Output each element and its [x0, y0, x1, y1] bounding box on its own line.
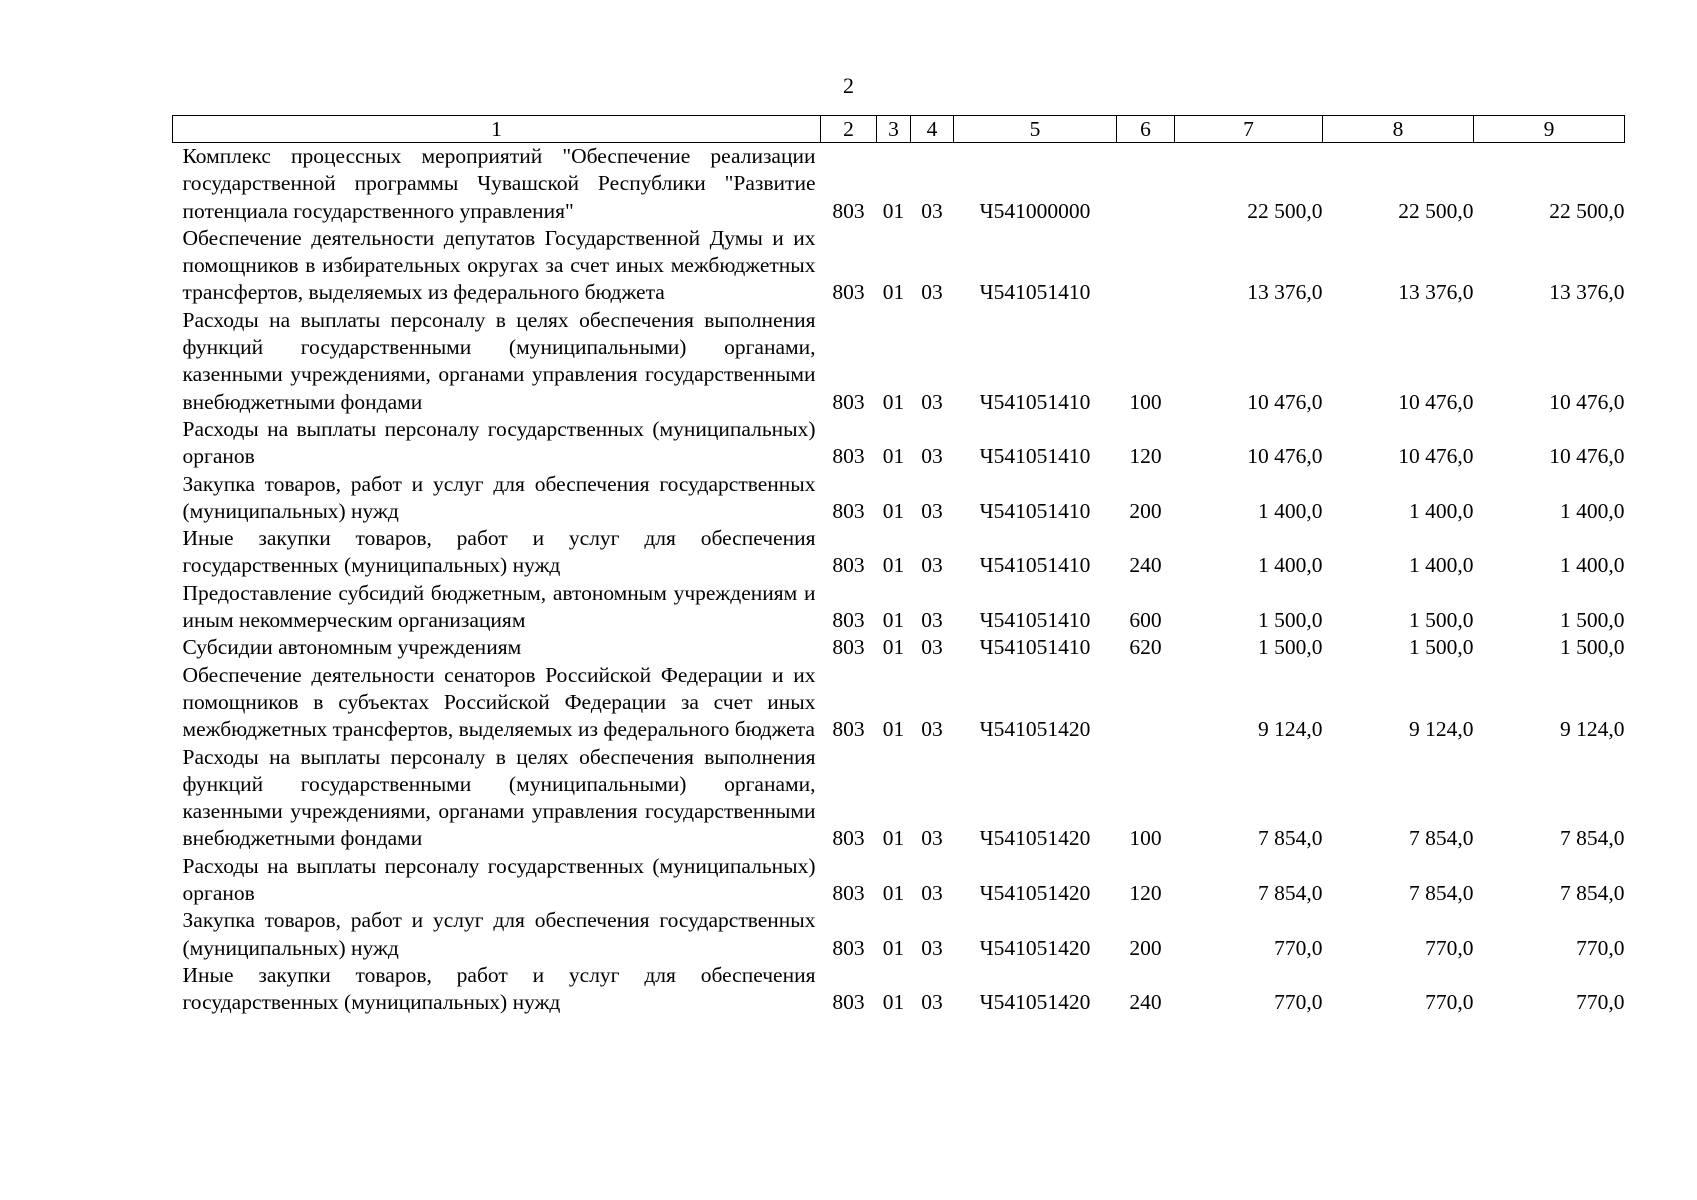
row-col-2: 803	[832, 198, 865, 223]
row-name: Иные закупки товаров, работ и услуг для обеспечения государственных (муниципальных) нужд	[182, 962, 816, 1015]
row-col-8: 7 854,0	[1409, 826, 1474, 851]
table-row	[173, 143, 1625, 225]
row-col-3: 01	[882, 198, 905, 223]
row-col-2: 803	[832, 990, 865, 1015]
row-col-5: Ч541051410	[979, 389, 1091, 414]
row-col-4: 03	[921, 935, 943, 960]
row-col-4: 03	[921, 389, 943, 414]
row-col-4: 03	[921, 881, 943, 906]
row-col-4: 03	[921, 444, 943, 469]
row-col-6	[1117, 143, 1175, 225]
row-col-3: 01	[882, 280, 905, 305]
row-col-4: 03	[921, 498, 943, 523]
row-col-2: 803	[832, 498, 865, 523]
table-row	[173, 662, 1625, 744]
table-row	[173, 471, 1625, 526]
column-header-1: 1	[173, 116, 821, 143]
row-col-9: 770,0	[1576, 935, 1625, 960]
row-col-4: 03	[921, 990, 943, 1015]
row-col-2: 803	[832, 553, 865, 578]
row-col-5: Ч541051420	[979, 881, 1091, 906]
row-col-7: 1 400,0	[1258, 553, 1323, 578]
row-col-4: 03	[921, 635, 943, 660]
row-col-8: 770,0	[1425, 990, 1474, 1015]
budget-table-body	[173, 143, 1625, 1017]
row-col-4: 03	[921, 198, 943, 223]
row-col-9: 1 400,0	[1560, 498, 1625, 523]
row-col-7: 1 500,0	[1258, 635, 1323, 660]
row-col-7: 770,0	[1274, 935, 1323, 960]
row-col-7: 7 854,0	[1258, 826, 1323, 851]
row-col-2: 803	[832, 608, 865, 633]
row-col-8: 13 376,0	[1398, 280, 1474, 305]
row-col-9: 22 500,0	[1549, 198, 1625, 223]
row-col-3: 01	[882, 826, 905, 851]
row-col-5: Ч541051410	[979, 635, 1091, 660]
row-col-2: 803	[832, 717, 865, 742]
column-header-6: 6	[1117, 116, 1175, 143]
row-name: Иные закупки товаров, работ и услуг для обеспечения государственных (муниципальных) нужд	[182, 526, 816, 578]
row-col-5: Ч541051420	[979, 935, 1091, 960]
row-col-7: 770,0	[1274, 990, 1323, 1015]
row-col-8: 10 476,0	[1398, 389, 1474, 414]
row-col-8: 7 854,0	[1409, 881, 1474, 906]
row-col-7: 10 476,0	[1247, 444, 1323, 469]
row-name: Предоставление субсидий бюджетным, автономным учреждениям и иным некоммерческим организациям	[182, 580, 816, 633]
table-row	[173, 225, 1625, 307]
row-col-5: Ч541000000	[979, 198, 1091, 223]
row-col-5: Ч541051420	[979, 717, 1091, 742]
row-col-7: 22 500,0	[1247, 198, 1323, 223]
row-col-9: 1 500,0	[1560, 608, 1625, 633]
table-row	[173, 307, 1625, 416]
row-name: Расходы на выплаты персоналу государственных (муниципальных) органов	[182, 853, 816, 906]
row-col-3: 01	[882, 389, 905, 414]
row-name: Комплекс процессных мероприятий "Обеспечение реализации государственной программы Чувашской Республики "Развитие потенциала государственного управления"	[182, 144, 816, 223]
row-col-4: 03	[921, 280, 943, 305]
row-col-3: 01	[882, 444, 905, 469]
row-col-4: 03	[921, 608, 943, 633]
row-col-5: Ч541051410	[979, 498, 1091, 523]
row-name: Закупка товаров, работ и услуг для обеспечения государственных (муниципальных) нужд	[182, 471, 816, 523]
row-col-4: 03	[921, 826, 943, 851]
row-col-5: Ч541051410	[979, 553, 1091, 578]
row-col-7: 10 476,0	[1247, 389, 1323, 414]
row-col-9: 1 400,0	[1560, 553, 1625, 578]
table-row	[173, 416, 1625, 471]
column-header-9: 9	[1474, 116, 1625, 143]
table-row	[173, 853, 1625, 908]
table-row	[173, 744, 1625, 853]
row-col-4: 03	[921, 553, 943, 578]
row-col-6: 200	[1129, 935, 1162, 960]
page-number: 2	[843, 73, 854, 98]
table-row	[173, 580, 1625, 635]
row-col-3: 01	[882, 498, 905, 523]
row-name: Обеспечение деятельности депутатов Государственной Думы и их помощников в избирательных округах за счет иных межбюджетных трансфертов, выделяемых из федерального бюджета	[182, 225, 816, 305]
row-col-7: 9 124,0	[1258, 717, 1323, 742]
row-col-5: Ч541051410	[979, 608, 1091, 633]
row-col-7: 1 500,0	[1258, 608, 1323, 633]
row-col-2: 803	[832, 826, 865, 851]
budget-table	[172, 115, 1625, 1017]
row-col-6	[1117, 662, 1175, 744]
column-header-3: 3	[877, 116, 911, 143]
row-col-3: 01	[882, 935, 905, 960]
row-col-6: 200	[1129, 498, 1162, 523]
row-col-3: 01	[882, 553, 905, 578]
table-row	[173, 634, 1625, 661]
row-col-8: 1 500,0	[1409, 608, 1474, 633]
row-col-9: 13 376,0	[1549, 280, 1625, 305]
row-col-6: 120	[1129, 444, 1162, 469]
row-col-2: 803	[832, 280, 865, 305]
row-col-2: 803	[832, 881, 865, 906]
row-col-7: 13 376,0	[1247, 280, 1323, 305]
row-col-9: 9 124,0	[1560, 717, 1625, 742]
row-col-6: 240	[1129, 553, 1162, 578]
row-col-6: 620	[1129, 635, 1162, 660]
row-col-7: 7 854,0	[1258, 881, 1323, 906]
row-col-8: 1 500,0	[1409, 635, 1474, 660]
row-col-8: 9 124,0	[1409, 717, 1474, 742]
row-col-8: 1 400,0	[1409, 553, 1474, 578]
row-col-5: Ч541051420	[979, 826, 1091, 851]
column-header-5: 5	[954, 116, 1117, 143]
row-col-4: 03	[921, 717, 943, 742]
row-col-8: 10 476,0	[1398, 444, 1474, 469]
row-name: Субсидии автономным учреждениям	[182, 635, 522, 660]
row-name: Расходы на выплаты персоналу в целях обеспечения выполнения функций государственными (муниципальными) органами, казенными учреждениями, органами управления государственными внебюджетными фондами	[182, 744, 816, 851]
row-col-2: 803	[832, 444, 865, 469]
row-col-5: Ч541051420	[979, 990, 1091, 1015]
row-col-8: 22 500,0	[1398, 198, 1474, 223]
row-col-6	[1117, 225, 1175, 307]
row-col-9: 770,0	[1576, 990, 1625, 1015]
row-name: Расходы на выплаты персоналу государственных (муниципальных) органов	[182, 416, 816, 469]
row-col-3: 01	[882, 608, 905, 633]
row-col-9: 10 476,0	[1549, 444, 1625, 469]
row-col-9: 10 476,0	[1549, 389, 1625, 414]
column-header-4: 4	[911, 116, 954, 143]
row-col-8: 1 400,0	[1409, 498, 1474, 523]
row-col-2: 803	[832, 389, 865, 414]
row-col-9: 1 500,0	[1560, 635, 1625, 660]
row-name: Расходы на выплаты персоналу в целях обеспечения выполнения функций государственными (муниципальными) органами, казенными учреждениями, органами управления государственными внебюджетными фондами	[182, 307, 816, 414]
row-col-3: 01	[882, 717, 905, 742]
row-col-6: 120	[1129, 881, 1162, 906]
row-col-6: 240	[1129, 990, 1162, 1015]
column-header-2: 2	[821, 116, 877, 143]
row-col-9: 7 854,0	[1560, 881, 1625, 906]
column-header-8: 8	[1323, 116, 1474, 143]
row-col-9: 7 854,0	[1560, 826, 1625, 851]
row-col-6: 100	[1129, 389, 1162, 414]
row-name: Закупка товаров, работ и услуг для обеспечения государственных (муниципальных) нужд	[182, 908, 816, 960]
row-col-6: 600	[1129, 608, 1162, 633]
column-header-row	[173, 116, 1625, 143]
row-col-7: 1 400,0	[1258, 498, 1323, 523]
row-col-2: 803	[832, 635, 865, 660]
row-name: Обеспечение деятельности сенаторов Российской Федерации и их помощников в субъектах Российской Федерации за счет иных межбюджетных трансфертов, выделяемых из федерального бюджета	[182, 662, 816, 742]
row-col-6: 100	[1129, 826, 1162, 851]
table-row	[173, 525, 1625, 580]
row-col-2: 803	[832, 935, 865, 960]
row-col-8: 770,0	[1425, 935, 1474, 960]
row-col-3: 01	[882, 635, 905, 660]
row-col-3: 01	[882, 881, 905, 906]
row-col-3: 01	[882, 990, 905, 1015]
table-row	[173, 907, 1625, 962]
table-row	[173, 962, 1625, 1017]
row-col-5: Ч541051410	[979, 280, 1091, 305]
column-header-7: 7	[1175, 116, 1323, 143]
row-col-5: Ч541051410	[979, 444, 1091, 469]
